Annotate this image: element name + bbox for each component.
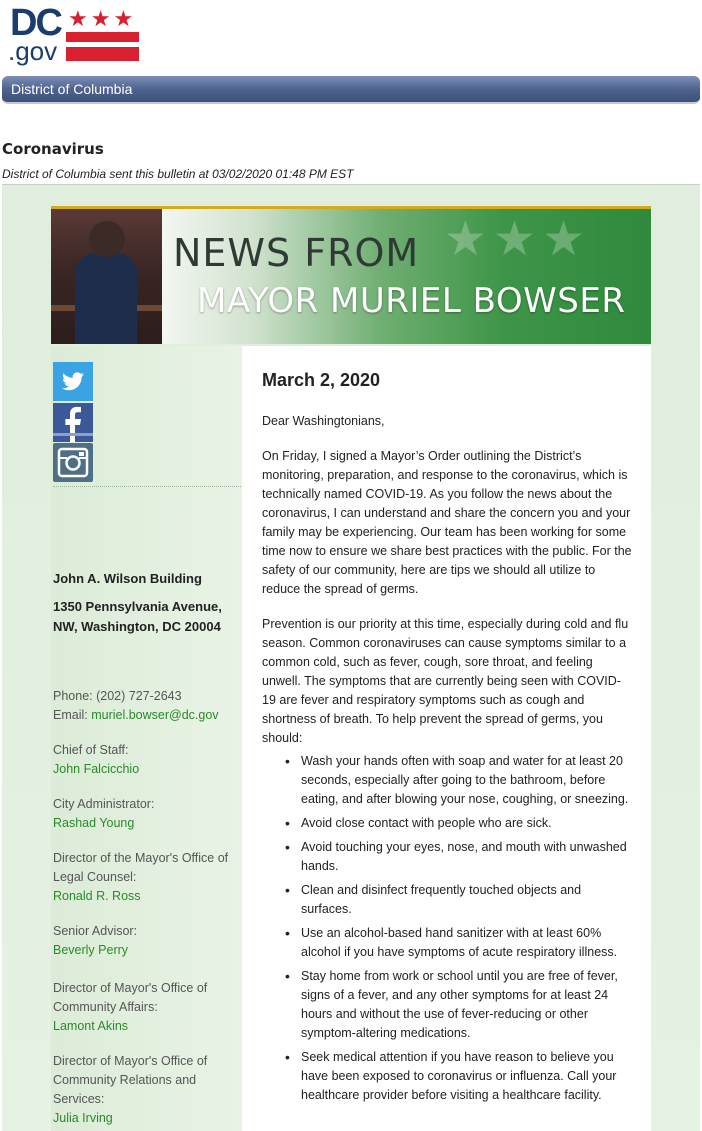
staff-role: Director of Mayor's Office of Community Relations and Services: [53, 1054, 208, 1106]
facebook-icon[interactable] [53, 403, 93, 442]
tip-item: • Avoid touching your eyes, nose, and mouth with unwashed hands. [262, 838, 634, 876]
tip-item: • Stay home from work or school until you are free of fever, signs of a fever, and any other symptoms for at least 24 hours and without the use of fever-reducing or other symptom-altering medications. [262, 967, 634, 1043]
staff-role: Director of Mayor's Office of Community Affairs: [53, 981, 208, 1014]
staff-role: City Administrator: [53, 797, 155, 811]
staff-entry [53, 979, 243, 1036]
email-label: Email: [53, 708, 92, 722]
instagram-icon[interactable] [53, 443, 93, 482]
prevention-tips-list [262, 752, 634, 1110]
logo-stars-icon: ★★★ [68, 6, 137, 31]
bulletin-sent-line: District of Columbia sent this bulletin at 03/02/2020 01:48 PM EST [2, 167, 354, 181]
building-address: 1350 Pennsylvania Avenue, NW, Washington, DC 20004 [53, 599, 222, 634]
tip-item: • Clean and disinfect frequently touched objects and surfaces. [262, 881, 634, 919]
dc-gov-logo[interactable] [6, 2, 137, 68]
staff-entry [53, 849, 243, 906]
article-body [242, 346, 651, 1131]
logo-red-bar-top [66, 32, 139, 42]
staff-role: Chief of Staff: [53, 743, 129, 757]
article-greeting: Dear Washingtonians, [262, 414, 385, 428]
staff-name-link[interactable]: Ronald R. Ross [53, 889, 141, 903]
staff-name-link[interactable]: Beverly Perry [53, 943, 129, 957]
staff-entry [53, 1052, 228, 1128]
article-date: March 2, 2020 [262, 370, 381, 390]
logo-red-bar-bottom [66, 47, 139, 61]
staff-entry [53, 741, 243, 779]
tip-item: • Use an alcohol-based hand sanitizer with at least 60% alcohol if you have symptoms of acute respiratory illness. [262, 924, 634, 962]
banner-stars-icon: ★★★ [443, 213, 591, 266]
staff-role: Senior Advisor: [53, 924, 138, 938]
staff-name-link[interactable]: Lamont Akins [53, 1019, 129, 1033]
tip-item: • Wash your hands often with soap and water for at least 20 seconds, especially after going to the bathroom, before eating, and after blowing your nose, coughing, or sneezing. [262, 752, 634, 809]
contact-info [53, 687, 219, 725]
phone-text: Phone: (202) 727-2643 [53, 689, 182, 703]
logo-gov-text: .gov [8, 36, 58, 66]
article-paragraph-1: On Friday, I signed a Mayor’s Order outlining the District’s monitoring, preparation, and response to the coronavirus, which is technically named COVID-19. As you follow the news about the coronavirus, I can understand and share the concern you and your family may be experiencing. Our team has been working for some time now to ensure we share best practices with the public. For the safety of our community, here are tips we should all utilize to reduce the spread of germs. [262, 449, 632, 596]
banner-mayor-name: MAYOR MURIEL BOWSER [197, 281, 626, 321]
article-paragraph-2: Prevention is our priority at this time, especially during cold and flu season. Common coronaviruses can cause symptoms similar to a common cold, such as fever, cough, sore throat, and feeling unwell. The symptoms that are currently being seen with COVID-19 are fever and respiratory symptoms such as cough and shortness of breath. To help prevent the spread of germs, you should: [262, 617, 629, 745]
staff-name-link[interactable]: Rashad Young [53, 816, 135, 830]
sidebar-divider [53, 486, 241, 487]
tip-item: • Seek medical attention if you have reason to believe you have been exposed to coronavirus or influenza. Call your healthcare provider before visiting a healthcare facility. [262, 1048, 634, 1105]
district-header-bar[interactable] [2, 76, 700, 104]
email-link[interactable]: muriel.bowser@dc.gov [91, 708, 219, 722]
twitter-icon[interactable] [53, 362, 93, 401]
sidebar [51, 346, 242, 1131]
staff-name-link[interactable]: John Falcicchio [53, 762, 140, 776]
tip-item: • Avoid close contact with people who are sick. [262, 814, 634, 833]
staff-role: Director of the Mayor's Office of Legal Counsel: [53, 851, 229, 884]
banner-news-from: NEWS FROM [173, 231, 420, 275]
bulletin-title: Coronavirus [2, 140, 104, 158]
mayor-photo [51, 209, 162, 344]
building-name: John A. Wilson Building [53, 571, 202, 586]
staff-name-link[interactable]: Julia Irving [53, 1111, 113, 1125]
staff-entry [53, 922, 243, 960]
news-banner [51, 206, 651, 344]
district-header-label: District of Columbia [11, 81, 133, 97]
staff-entry [53, 795, 243, 833]
email-line [53, 706, 219, 725]
logo-dc-text: DC [10, 2, 61, 44]
